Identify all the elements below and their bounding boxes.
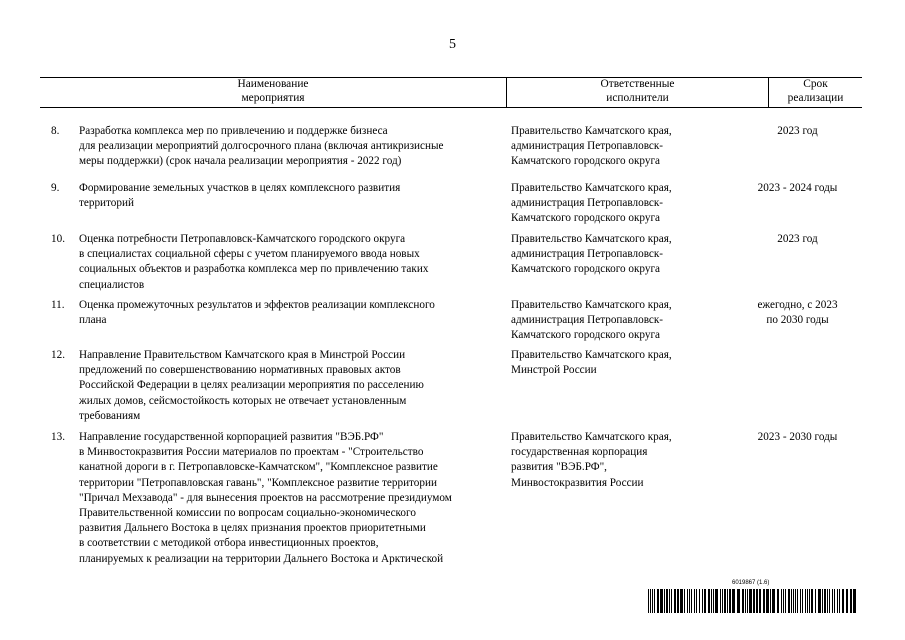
row-responsible xyxy=(511,348,731,378)
row-term xyxy=(735,181,860,196)
row-description-line: жилых домов, сейсмостойкость которых не отвечает установленным xyxy=(79,394,407,407)
row-responsible-line: Правительство Камчатского края, xyxy=(511,233,672,245)
row-responsible xyxy=(511,430,731,491)
row-description-line: для реализации мероприятий долгосрочного плана (включая антикризисные xyxy=(79,140,444,153)
row-responsible-line: администрация Петропавловск- xyxy=(511,140,664,153)
row-description-line: предложений по совершенствованию нормативных правовых актов xyxy=(79,364,401,377)
row-term xyxy=(735,298,860,328)
row-responsible xyxy=(511,181,731,227)
row-term-line: по 2030 годы xyxy=(766,314,829,327)
row-description-line: канатной дороги в г. Петропавловске-Камчатском", "Комплексное развитие xyxy=(79,461,438,474)
row-description-line: Правительственной комиссии по вопросам социально-экономического xyxy=(79,507,416,520)
row-number: 11. xyxy=(51,299,65,311)
header-term xyxy=(769,78,862,107)
row-description-line: требованиям xyxy=(79,409,141,422)
header-responsible-line: Ответственные xyxy=(600,78,675,90)
barcode xyxy=(648,580,856,614)
row-description xyxy=(79,430,509,567)
row-term-line: 2023 год xyxy=(777,125,818,137)
row-responsible-line: Камчатского городского округа xyxy=(511,329,661,342)
row-responsible-line: Правительство Камчатского края, xyxy=(511,431,672,443)
row-number: 10. xyxy=(51,233,65,245)
header-term-line: Срок xyxy=(803,78,828,90)
page-number: 5 xyxy=(449,37,456,52)
row-responsible xyxy=(511,124,731,170)
row-description-line: плана xyxy=(79,314,107,327)
row-number: 12. xyxy=(51,349,65,361)
row-description-line: планируемых к реализации на территории Дальнего Востока и Арктической xyxy=(79,552,444,565)
row-responsible-line: администрация Петропавловск- xyxy=(511,248,664,261)
row-responsible-line: администрация Петропавловск- xyxy=(511,197,664,210)
row-responsible-line: Минстрой России xyxy=(511,364,597,377)
row-description xyxy=(79,124,509,170)
row-number: 9. xyxy=(51,182,60,194)
row-responsible-line: Минвостокразвития России xyxy=(511,476,644,489)
barcode-caption: 6019867 (1.6) xyxy=(732,580,770,586)
row-term xyxy=(735,430,860,445)
row-description-line: в специалистах социальной сферы с учетом планируемого ввода новых xyxy=(79,248,420,261)
table-header xyxy=(40,77,862,108)
row-description-line: Оценка промежуточных результатов и эффектов реализации комплексного xyxy=(79,299,435,311)
row-term xyxy=(735,232,860,247)
row-responsible-line: государственная корпорация xyxy=(511,446,648,459)
row-responsible-line: Правительство Камчатского края, xyxy=(511,349,672,361)
row-description-line: в соответствии с методикой отбора инвестиционных проектов, xyxy=(79,537,379,550)
barcode-icon xyxy=(648,589,856,613)
row-responsible-line: Правительство Камчатского края, xyxy=(511,125,672,137)
row-term xyxy=(735,124,860,139)
row-term-line: ежегодно, с 2023 xyxy=(757,299,838,311)
header-term-line: реализации xyxy=(787,91,844,104)
row-responsible-line: администрация Петропавловск- xyxy=(511,314,664,327)
row-description-line: меры поддержки) (срок начала реализации мероприятия - 2022 год) xyxy=(79,155,402,168)
row-description-line: Оценка потребности Петропавловск-Камчатского городского округа xyxy=(79,233,406,245)
row-responsible-line: Камчатского городского округа xyxy=(511,212,661,225)
row-responsible-line: Камчатского городского округа xyxy=(511,263,661,276)
header-name-line: мероприятия xyxy=(241,91,305,104)
row-description-line: Направление государственной корпорацией развития "ВЭБ.РФ" xyxy=(79,431,384,443)
row-description-line: "Причал Мехзавода" - для вынесения проектов на рассмотрение президиумом xyxy=(79,491,452,504)
row-description-line: Формирование земельных участков в целях комплексного развития xyxy=(79,182,401,194)
row-description-line: Направление Правительством Камчатского края в Минстрой России xyxy=(79,349,406,361)
row-description-line: развития Дальнего Востока в целях признания проектов приоритетными xyxy=(79,522,426,535)
row-description xyxy=(79,298,509,328)
row-term-line: 2023 год xyxy=(777,233,818,245)
row-description xyxy=(79,181,509,211)
row-responsible-line: Правительство Камчатского края, xyxy=(511,299,672,311)
row-description-line: специалистов xyxy=(79,278,145,291)
row-description-line: территорий xyxy=(79,197,134,210)
row-responsible-line: Камчатского городского округа xyxy=(511,155,661,168)
row-responsible-line: развития "ВЭБ.РФ", xyxy=(511,461,607,474)
row-description-line: Российской Федерации в целях реализации мероприятия по расселению xyxy=(79,379,424,392)
row-number: 13. xyxy=(51,431,65,443)
row-description-line: Разработка комплекса мер по привлечению и поддержке бизнеса xyxy=(79,125,388,137)
header-responsible-line: исполнители xyxy=(606,91,669,104)
row-description-line: в Минвостокразвития России материалов по проектам - "Строительство xyxy=(79,446,424,459)
header-name xyxy=(40,78,507,107)
row-description-line: социальных объектов и разработка комплекса мер по привлечению таких xyxy=(79,263,429,276)
row-responsible-line: Правительство Камчатского края, xyxy=(511,182,672,194)
row-term-line: 2023 - 2030 годы xyxy=(757,431,838,443)
row-responsible xyxy=(511,298,731,344)
row-term-line: 2023 - 2024 годы xyxy=(757,182,838,194)
row-description-line: территории "Петропавловская гавань", "Комплексное развитие территории xyxy=(79,476,437,489)
row-responsible xyxy=(511,232,731,278)
row-description xyxy=(79,348,509,424)
row-description xyxy=(79,232,509,293)
header-responsible xyxy=(507,78,769,107)
row-number: 8. xyxy=(51,125,60,137)
header-name-line: Наименование xyxy=(237,78,309,90)
